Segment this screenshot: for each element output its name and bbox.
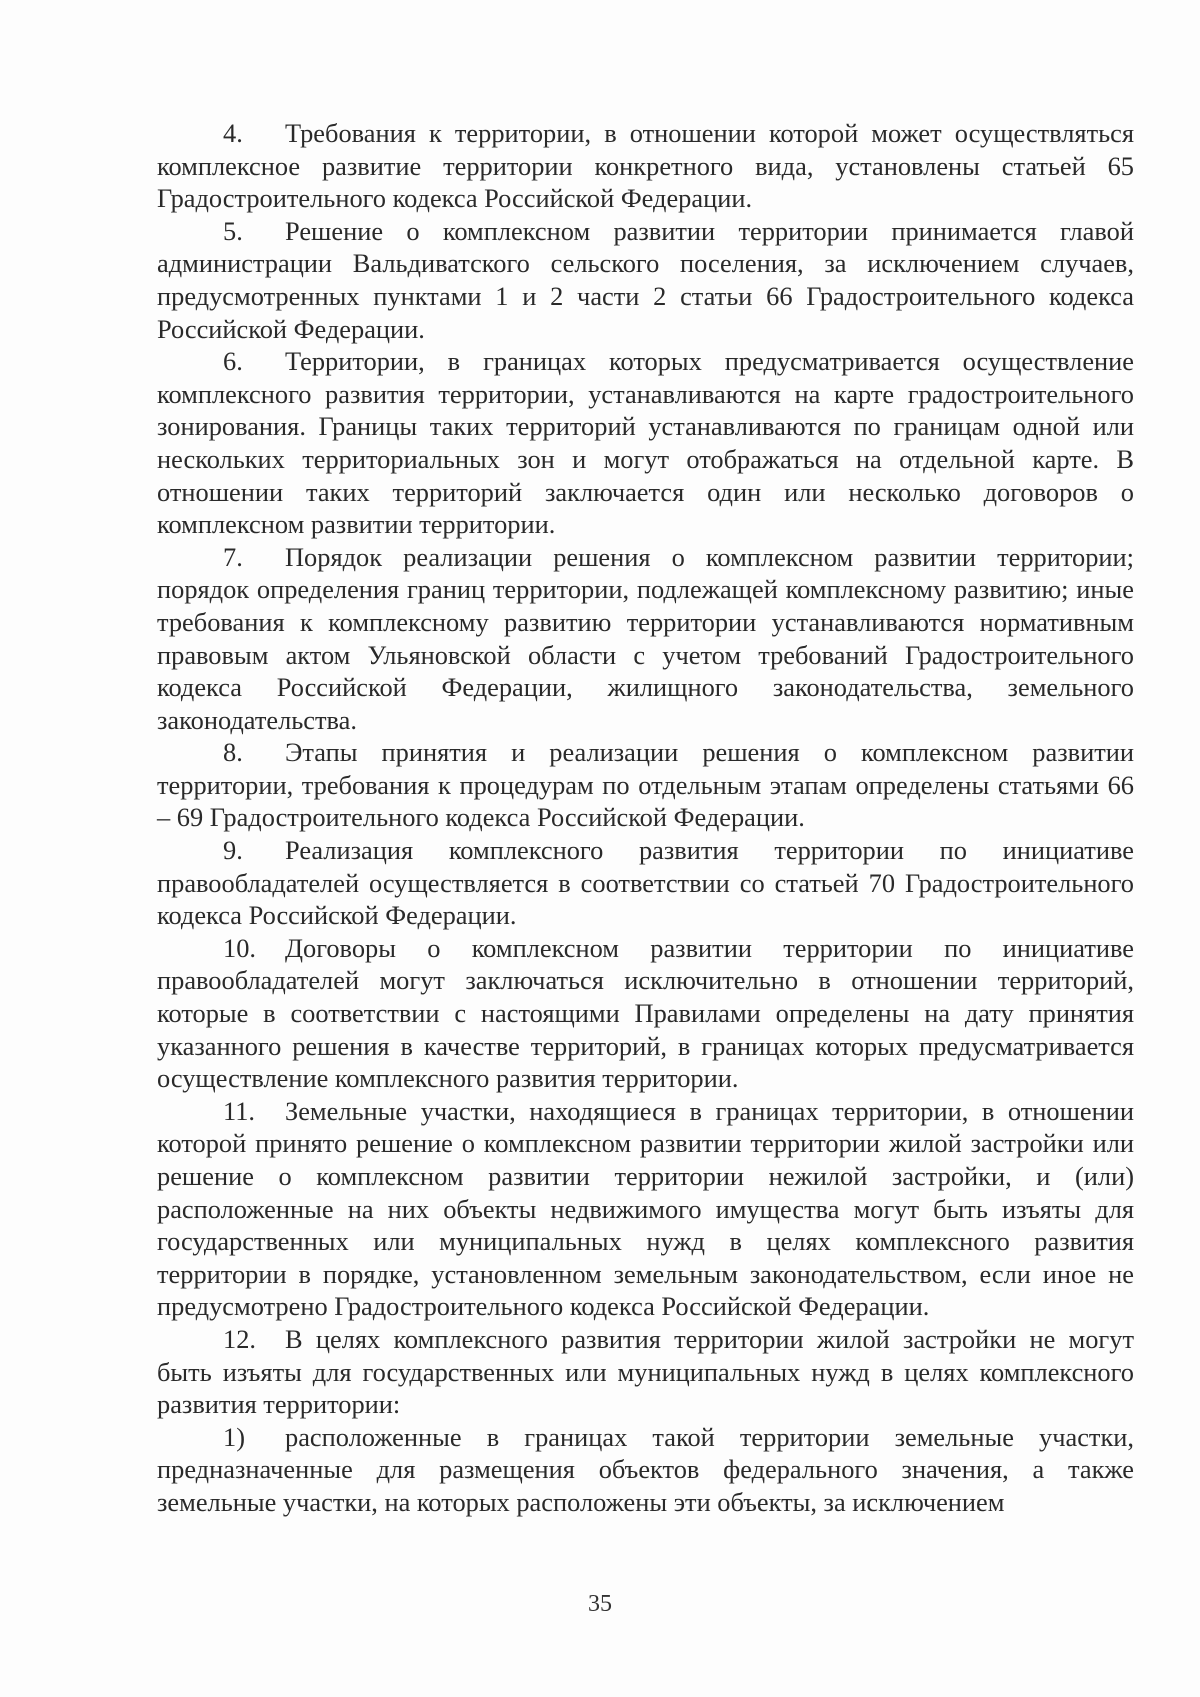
paragraph-text: Этапы принятия и реализации решения о комплексном развитии территории, требования к процедурам по отдельным этапам определены статьями 66 – 69 Градостроительного кодекса Российской Федерации. — [157, 737, 1134, 833]
paragraph-5 — [157, 215, 1134, 345]
paragraph-text: Земельные участки, находящиеся в границах территории, в отношении которой принято решение о комплексном развитии территории жилой застройки или решение о комплексном развитии территории нежилой застройки, и (или) расположенные на них объекты недвижимого имущества могут быть изъяты для государственных или муниципальных нужд в целях комплексного развития территории в порядке, установленном земельным законодательством, если иное не предусмотрено Градостроительного кодекса Российской Федерации. — [157, 1095, 1134, 1322]
paragraph-number: 10. — [223, 932, 256, 963]
paragraph-number: 4. — [223, 118, 243, 148]
paragraph-text: Порядок реализации решения о комплексном развитии территории; порядок определения границ территории, подлежащей комплексному развитию; иные требования к комплексному развитию территории устанавливаются нормативным правовым актом Ульяновской области с учетом требований Градостроительного кодекса Российской Федерации, жилищного законодательства, земельного законодательства. — [157, 541, 1134, 735]
paragraph-number: 9. — [223, 835, 243, 866]
paragraph-number: 12. — [223, 1323, 256, 1354]
subparagraph-number: 1) — [223, 1421, 245, 1452]
paragraph-text: Реализация комплексного развития территории по инициативе правообладателей осуществляется в соответствии со статьей 70 Градостроительного кодекса Российской Федерации. — [157, 835, 1134, 931]
paragraph-12 — [157, 1323, 1134, 1421]
document-body — [157, 117, 1134, 1519]
paragraph-number: 8. — [223, 737, 243, 768]
subparagraph-1 — [157, 1421, 1134, 1519]
paragraph-9 — [157, 834, 1134, 932]
paragraph-text: расположенные в границах такой территории земельные участки, предназначенные для размещения объектов федерального значения, а также земельные участки, на которых расположены эти объекты, за исключением — [157, 1421, 1134, 1517]
paragraph-11 — [157, 1095, 1134, 1323]
paragraph-number: 5. — [223, 215, 243, 246]
page-number: 35 — [588, 1591, 612, 1617]
paragraph-text: Решение о комплексном развитии территории принимается главой администрации Вальдиватского сельского поселения, за исключением случаев, предусмотренных пунктами 1 и 2 части 2 статьи 66 Градостроительного кодекса Российской Федерации. — [157, 215, 1134, 344]
paragraph-7 — [157, 541, 1134, 737]
paragraph-text: Договоры о комплексном развитии территории по инициативе правообладателей могут заключаться исключительно в отношении территорий, которые в соответствии с настоящими Правилами определены на дату принятия указанного решения в качестве территорий, в границах которых предусматривается осуществление комплексного развития территории. — [157, 932, 1134, 1094]
paragraph-text: Территории, в границах которых предусматривается осуществление комплексного развития территории, устанавливаются на карте градостроительного зонирования. Границы таких территорий устанавливаются по границам одной или нескольких территориальных зон и могут отображаться на отдельной карте. В отношении таких территорий заключается один или несколько договоров о комплексном развитии территории. — [157, 346, 1134, 540]
paragraph-4 — [157, 117, 1134, 215]
paragraph-text: В целях комплексного развития территории жилой застройки не могут быть изъяты для государственных или муниципальных нужд в целях комплексного развития территории: — [157, 1323, 1134, 1420]
paragraph-8 — [157, 736, 1134, 834]
paragraph-number: 6. — [223, 346, 243, 377]
paragraph-number: 11. — [223, 1095, 256, 1126]
paragraph-6 — [157, 345, 1134, 541]
paragraph-number: 7. — [223, 541, 243, 572]
paragraph-10 — [157, 932, 1134, 1095]
paragraph-text: Требования к территории, в отношении которой может осуществляться комплексное развитие территории конкретного вида, установлены статьей 65 Градостроительного кодекса Российской Федерации. — [157, 118, 1134, 214]
